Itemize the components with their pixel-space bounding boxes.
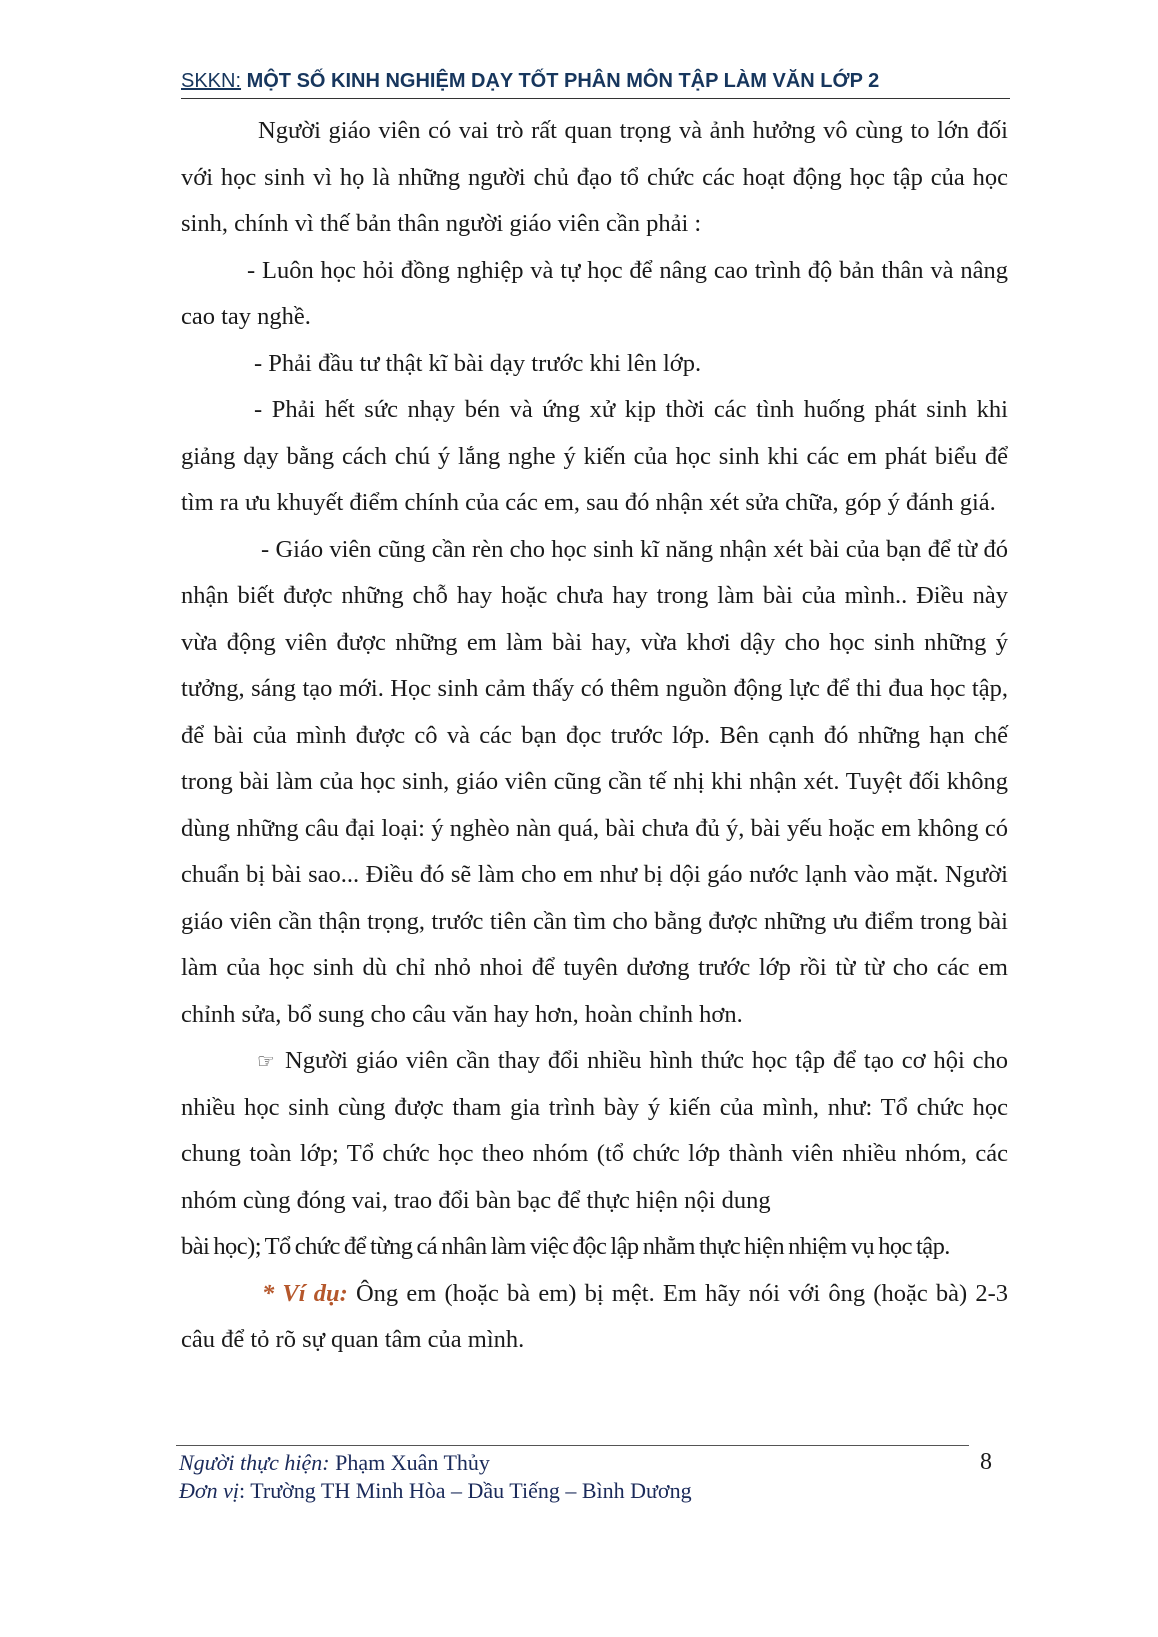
paragraph-example [181,1271,1008,1364]
paragraph-learn-from-colleagues: - Luôn học hỏi đồng nghiệp và tự học để nâng cao trình độ bản thân và nâng cao tay nghề. [181,256,1008,330]
paragraph-varied-learning-forms-text: Người giáo viên cần thay đổi nhiều hình thức học tập để tạo cơ hội cho nhiều học sinh cùng được tham gia trình bày ý kiến của mình, như: Tổ chức học chung toàn lớp; Tổ chức học theo nhóm (tổ chức lớp thành viên nhiều nhóm, các nhóm cùng đóng vai, trao đổi bàn bạc để thực hiện nội dung [181,1047,1008,1214]
footer-author-name: Phạm Xuân Thủy [329,1450,490,1475]
paragraph-teacher-role: Người giáo viên có vai trò rất quan trọng và ảnh hưởng vô cùng to lớn đối với học sinh vì họ là những người chủ đạo tổ chức các hoạt động học tập của học sinh, chính vì thế bản thân người giáo viên cần phải : [181,117,1008,237]
paragraph-respond-quickly: - Phải hết sức nhạy bén và ứng xử kịp thời các tình huống phát sinh khi giảng dạy bằng cách chú ý lắng nghe ý kiến của học sinh khi các em phát biểu để tìm ra ưu khuyết điểm chính của các em, sau đó nhận xét sửa chữa, góp ý đánh giá. [181,396,1008,516]
header-prefix: SKKN: [181,70,242,92]
footer-unit [179,1477,692,1505]
pointing-hand-icon: ☞ [257,1049,275,1073]
paragraph-peer-review-skills: - Giáo viên cũng cần rèn cho học sinh kĩ năng nhận xét bài của bạn để từ đó nhận biết được những chỗ hay hoặc chưa hay trong làm bài của mình.. Điều này vừa động viên được những em làm bài hay, vừa khơi dậy cho học sinh những ý tưởng, sáng tạo mới. Học sinh cảm thấy có thêm nguồn động lực để thi đua học tập, để bài của mình được cô và các bạn đọc trước lớp. Bên cạnh đó những hạn chế trong bài làm của học sinh, giáo viên cũng cần tế nhị khi nhận xét. Tuyệt đối không dùng những câu đại loại: ý nghèo nàn quá, bài chưa đủ ý, bài yếu hoặc em không có chuẩn bị bài sao... Điều đó sẽ làm cho em như bị dội gáo nước lạnh vào mặt. Người giáo viên cần thận trọng, trước tiên cần tìm cho bằng được những ưu điểm trong bài làm của học sinh dù chỉ nhỏ nhoi để tuyên dương trước lớp rồi từ từ cho các em chỉnh sửa, bổ sung cho câu văn hay hơn, hoàn chỉnh hơn. [181,535,1008,1028]
footer-author-label: Người thực hiện: [179,1450,330,1475]
footer-divider [176,1445,969,1446]
example-label: * Ví dụ: [262,1279,348,1307]
page-number: 8 [980,1449,992,1475]
example-text: Ông em (hoặc bà em) bị mệt. Em hãy nói với ông (hoặc bà) 2-3 câu để tỏ rõ sự quan tâm của mình. [181,1279,1008,1353]
paragraph-varied-learning-forms [181,1038,1008,1224]
footer-author [179,1449,692,1477]
paragraph-prepare-lessons: - Phải đầu tư thật kĩ bài dạy trước khi lên lớp. [254,349,702,377]
page-header [181,66,1010,99]
footer-unit-value: : Trường TH Minh Hòa – Dầu Tiếng – Bình Dương [239,1478,692,1503]
header-title: MỘT SỐ KINH NGHIỆM DẠY TỐT PHÂN MÔN TẬP LÀM VĂN LỚP 2 [241,70,880,92]
paragraph-varied-learning-forms-last-line: bài học); Tổ chức để từng cá nhân làm việc độc lập nhằm thực hiện nhiệm vụ học tập. [181,1233,950,1260]
document-body [181,108,1008,1364]
page-footer [179,1449,692,1505]
footer-unit-label: Đơn vị [179,1478,240,1503]
